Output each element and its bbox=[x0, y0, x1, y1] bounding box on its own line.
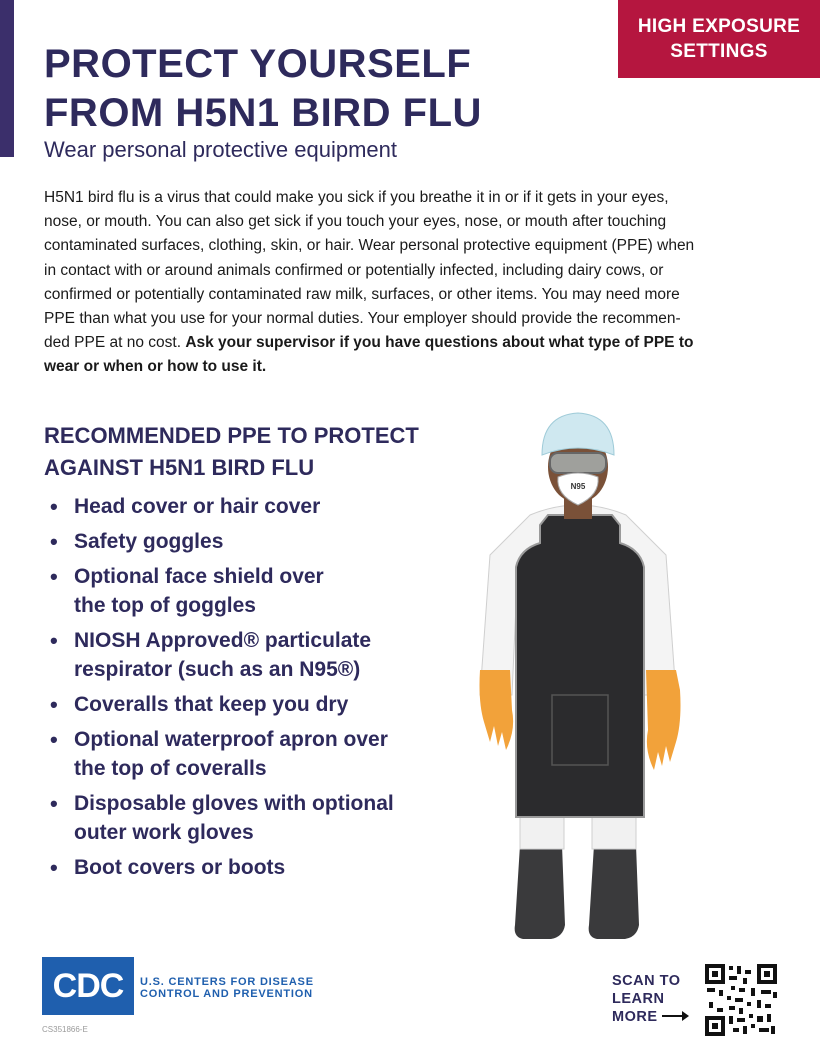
document-code: CS351866-E bbox=[42, 1025, 88, 1034]
right-boot bbox=[589, 845, 639, 939]
scan-line-1: SCAN TO bbox=[612, 973, 681, 989]
list-item bbox=[50, 562, 394, 620]
cdc-logo-mark: CDC bbox=[42, 957, 134, 1015]
list-item-text: • Head cover or hair cover bbox=[74, 495, 321, 518]
intro-line: in contact with or around animals confirmed or potentially infected, including dairy cows, or bbox=[44, 261, 664, 279]
list-item bbox=[50, 690, 394, 719]
list-item-text: the top of coveralls bbox=[74, 757, 267, 780]
list-item bbox=[50, 492, 394, 521]
list-item-text: respirator (such as an N95®) bbox=[74, 658, 361, 681]
list-item bbox=[50, 725, 394, 783]
org-name bbox=[140, 976, 314, 1000]
exposure-setting-tag bbox=[618, 0, 820, 78]
list-item-text: the top of goggles bbox=[74, 594, 256, 617]
intro-text: ded PPE at no cost. bbox=[44, 334, 186, 352]
list-item bbox=[50, 626, 394, 684]
list-item bbox=[50, 527, 394, 556]
title-line-1: PROTECT YOURSELF bbox=[44, 42, 472, 86]
heading-line-1: RECOMMENDED PPE TO PROTECT bbox=[44, 423, 419, 448]
left-accent-bar bbox=[0, 0, 14, 157]
title-line-2: FROM H5N1 BIRD FLU bbox=[44, 91, 482, 135]
ppe-worker-illustration bbox=[470, 405, 700, 945]
intro-line: nose, or mouth. You can also get sick if you touch your eyes, nose, or mouth after touching bbox=[44, 213, 667, 231]
list-item-text: • Safety goggles bbox=[74, 530, 224, 553]
list-item-text: • Boot covers or boots bbox=[74, 856, 286, 879]
page-title bbox=[44, 40, 482, 138]
org-line-2: CONTROL AND PREVENTION bbox=[140, 988, 313, 1000]
list-item-text: • Optional face shield over bbox=[74, 565, 324, 588]
intro-line bbox=[44, 331, 784, 355]
left-glove bbox=[480, 670, 514, 750]
scan-line-3: MORE bbox=[612, 1009, 658, 1025]
intro-paragraph bbox=[44, 186, 784, 380]
heading-line-2: AGAINST H5N1 BIRD FLU bbox=[44, 455, 315, 480]
list-item-text: • Disposable gloves with optional bbox=[74, 792, 394, 815]
org-line-1: U.S. CENTERS FOR DISEASE bbox=[140, 976, 314, 988]
qr-code[interactable] bbox=[703, 962, 779, 1038]
respirator-label: N95 bbox=[570, 482, 586, 491]
intro-emphasis: wear or when or how to use it. bbox=[44, 358, 267, 376]
list-item bbox=[50, 789, 394, 847]
page-subtitle: Wear personal protective equipment bbox=[44, 137, 398, 162]
intro-emphasis: Ask your supervisor if you have questions about what type of PPE to bbox=[185, 334, 694, 352]
list-item-text: • Coveralls that keep you dry bbox=[74, 693, 349, 716]
list-item-text: • NIOSH Approved® particulate bbox=[74, 629, 372, 652]
cdc-logo bbox=[42, 957, 134, 1015]
right-glove bbox=[646, 670, 681, 770]
tag-line-1: HIGH EXPOSURE bbox=[637, 16, 801, 37]
list-item-text: • Optional waterproof apron over bbox=[74, 728, 388, 751]
list-item-text: outer work gloves bbox=[74, 821, 254, 844]
intro-line bbox=[44, 355, 784, 379]
ppe-section-heading bbox=[44, 420, 419, 484]
tag-line-2: SETTINGS bbox=[670, 41, 768, 62]
ppe-list bbox=[50, 492, 394, 888]
left-boot bbox=[515, 845, 565, 939]
intro-line: confirmed or potentially contaminated raw milk, surfaces, or other items. You may need more bbox=[44, 285, 680, 303]
intro-line: contaminated surfaces, clothing, skin, or hair. Wear personal protective equipment (PPE) when bbox=[44, 237, 695, 255]
scan-line-2: LEARN bbox=[612, 991, 665, 1007]
goggles bbox=[550, 453, 606, 473]
intro-line: H5N1 bird flu is a virus that could make you sick if you breathe it in or if it gets in your eyes, bbox=[44, 189, 669, 206]
apron bbox=[516, 515, 644, 817]
list-item bbox=[50, 853, 394, 882]
intro-line: PPE than what you use for your normal duties. Your employer should provide the recommen- bbox=[44, 310, 681, 328]
right-arrow-icon bbox=[662, 1009, 690, 1023]
